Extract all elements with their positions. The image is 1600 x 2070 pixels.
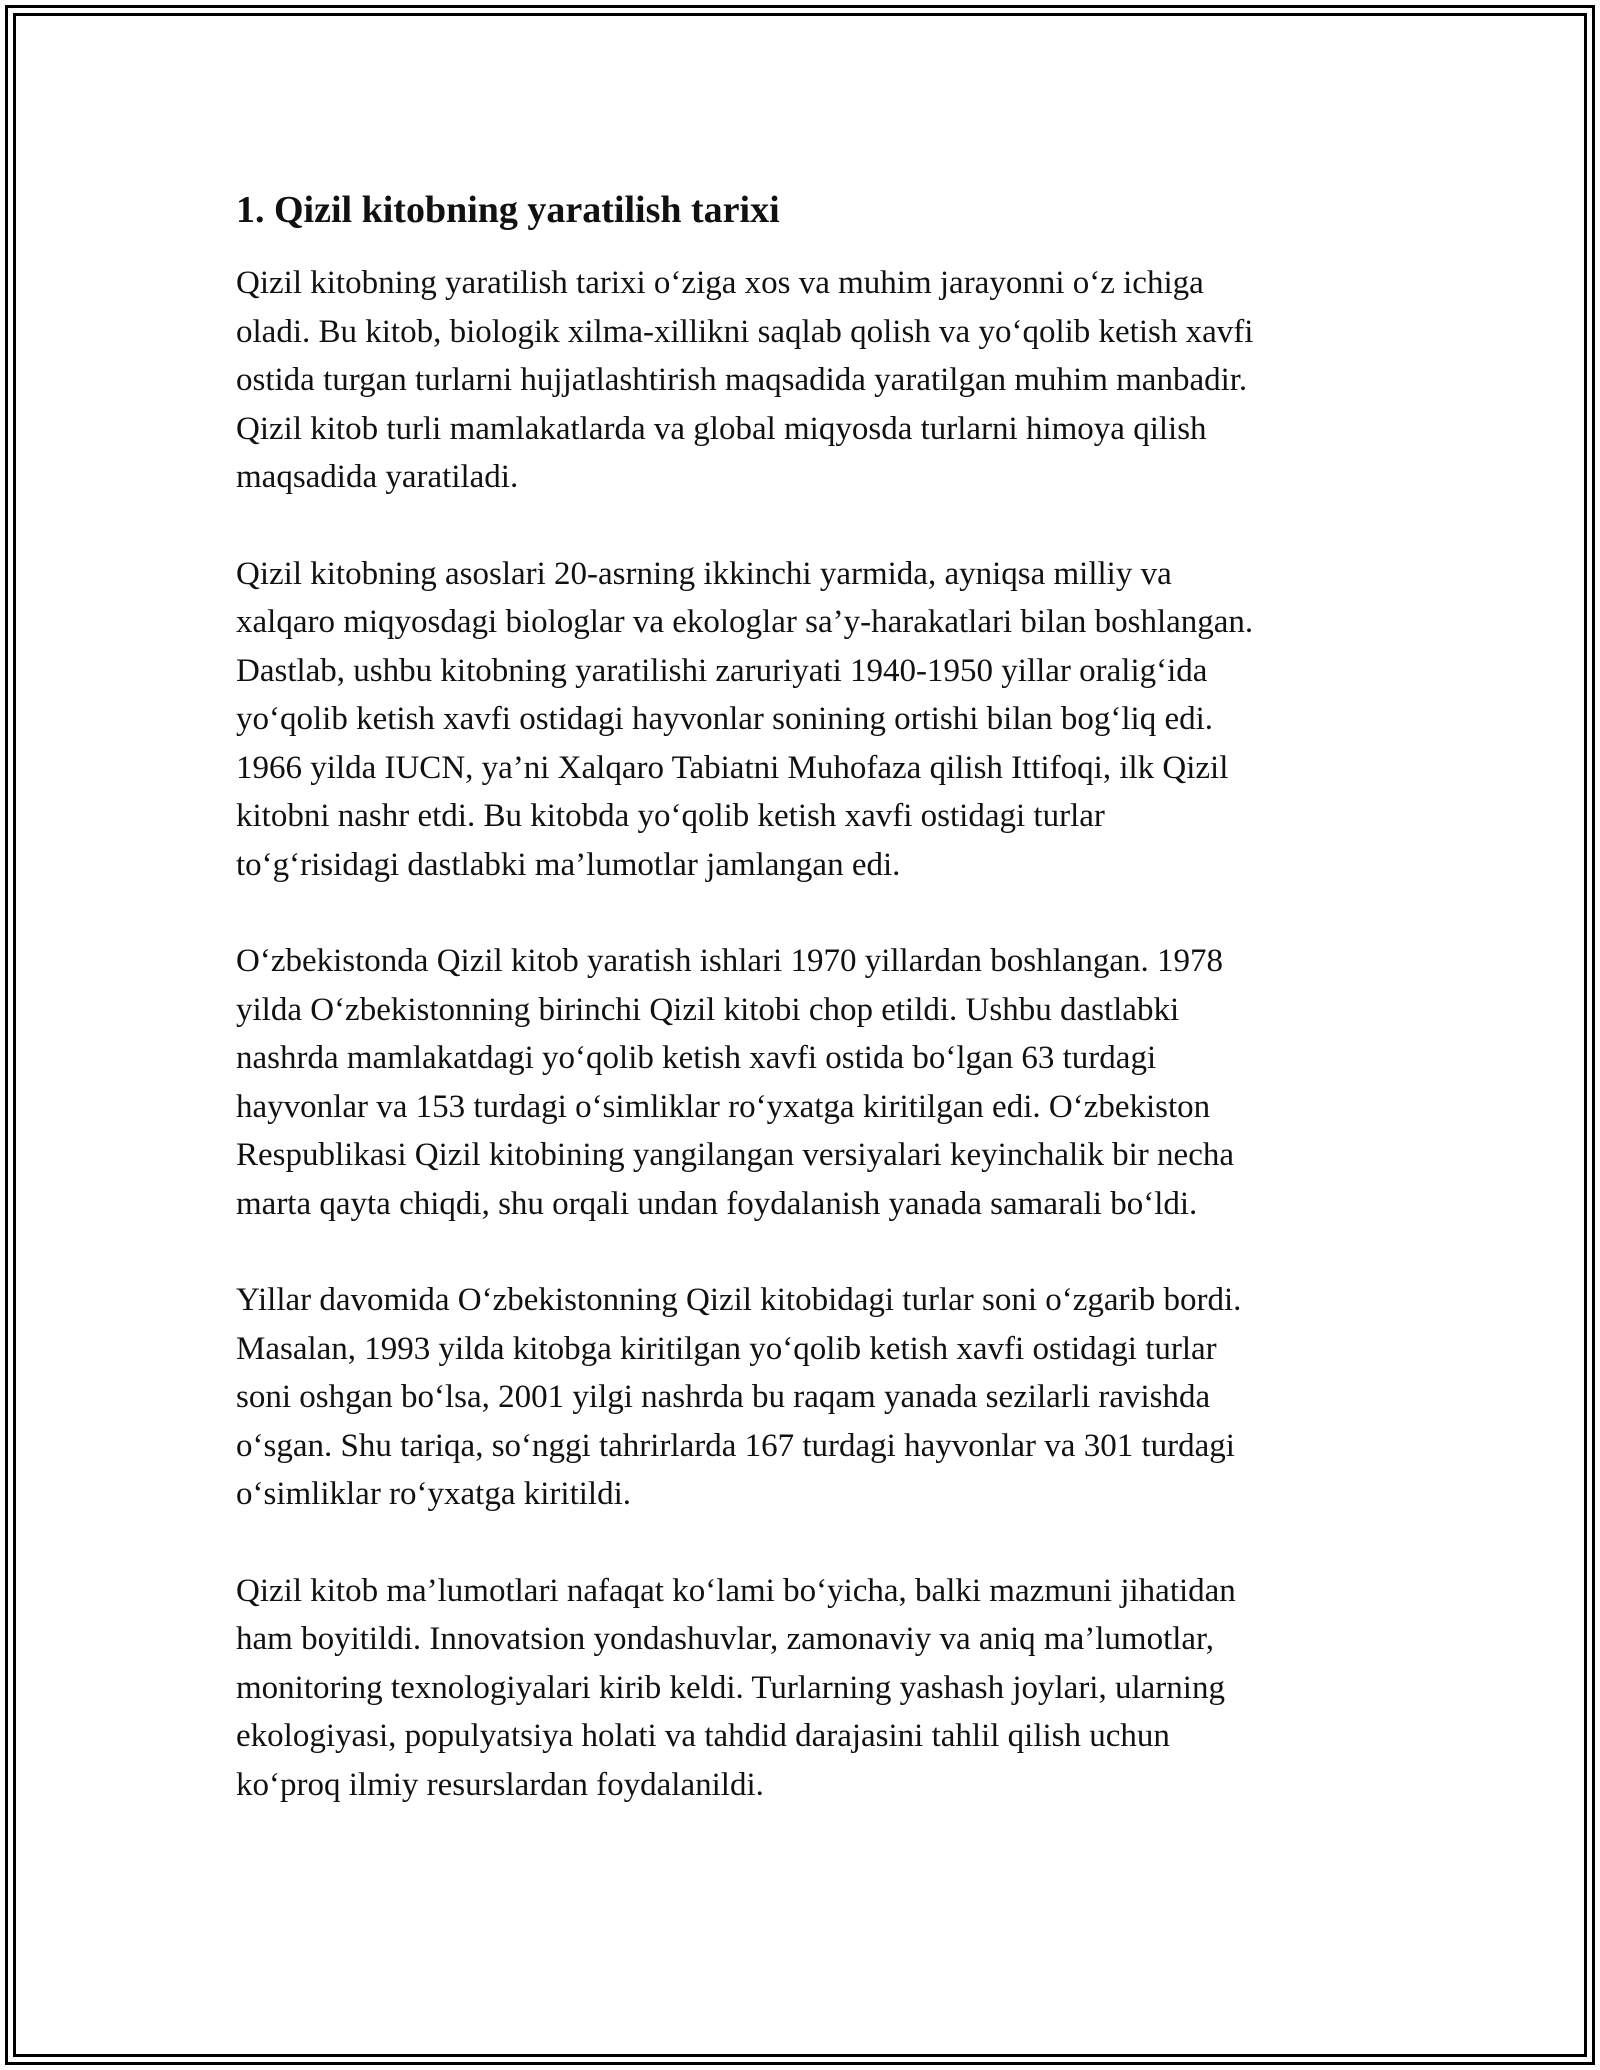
- text-line: o‘sgan. Shu tariqa, so‘nggi tahrirlarda 167 turdagi hayvonlar va 301 turdagi: [236, 1427, 1235, 1464]
- text-line: Qizil kitobning yaratilish tarixi o‘ziga xos va muhim jarayonni o‘z ichiga: [236, 265, 1204, 301]
- text-line: Dastlab, ushbu kitobning yaratilishi zaruriyati 1940-1950 yillar oralig‘ida: [236, 652, 1208, 689]
- text-line: ko‘proq ilmiy resurslardan foydalanildi.: [236, 1766, 764, 1803]
- text-line: ham boyitildi. Innovatsion yondashuvlar, zamonaviy va aniq ma’lumotlar,: [236, 1621, 1214, 1657]
- text-line: ekologiyasi, populyatsiya holati va tahdid darajasini tahlil qilish uchun: [236, 1718, 1170, 1754]
- text-line: ostida turgan turlarni hujjatlashtirish maqsadida yaratilgan muhim manbadir.: [236, 362, 1248, 398]
- text-line: to‘g‘risidagi dastlabki ma’lumotlar jamlangan edi.: [236, 846, 901, 883]
- text-line: Yillar davomida O‘zbekistonning Qizil kitobidagi turlar soni o‘zgarib bordi.: [236, 1282, 1242, 1318]
- paragraph-1: [236, 259, 1386, 502]
- text-line: nashrda mamlakatdagi yo‘qolib ketish xavfi ostida bo‘lgan 63 turdagi: [236, 1040, 1157, 1076]
- paragraph-4: [236, 1276, 1386, 1519]
- paragraph-2: [236, 550, 1386, 890]
- text-line: maqsadida yaratiladi.: [236, 459, 519, 495]
- text-line: hayvonlar va 153 turdagi o‘simliklar ro‘yxatga kiritilgan edi. O‘zbekiston: [236, 1088, 1211, 1125]
- text-line: Masalan, 1993 yilda kitobga kiritilgan yo‘qolib ketish xavfi ostidagi turlar: [236, 1330, 1217, 1367]
- text-line: yilda O‘zbekistonning birinchi Qizil kitobi chop etildi. Ushbu dastlabki: [236, 991, 1180, 1028]
- document-body: [236, 187, 1386, 1857]
- text-line: soni oshgan bo‘lsa, 2001 yilgi nashrda bu raqam yanada sezilarli ravishda: [236, 1379, 1211, 1415]
- text-line: o‘simliklar ro‘yxatga kiritildi.: [236, 1476, 632, 1512]
- text-line: Qizil kitobning asoslari 20-asrning ikkinchi yarmida, ayniqsa milliy va: [236, 555, 1172, 592]
- text-line: Respublikasi Qizil kitobining yangilangan versiyalari keyinchalik bir necha: [236, 1137, 1234, 1173]
- text-line: Qizil kitob turli mamlakatlarda va global miqyosda turlarni himoya qilish: [236, 410, 1207, 447]
- text-line: Qizil kitob ma’lumotlari nafaqat ko‘lami bo‘yicha, balki mazmuni jihatidan: [236, 1572, 1236, 1609]
- text-line: marta qayta chiqdi, shu orqali undan foydalanish yanada samarali bo‘ldi.: [236, 1185, 1198, 1222]
- text-line: yo‘qolib ketish xavfi ostidagi hayvonlar sonining ortishi bilan bog‘liq edi.: [236, 701, 1214, 737]
- text-line: xalqaro miqyosdagi biologlar va ekologlar sa’y-harakatlari bilan boshlangan.: [236, 604, 1254, 640]
- text-line: monitoring texnologiyalari kirib keldi. Turlarning yashash joylari, ularning: [236, 1669, 1225, 1706]
- paragraph-5: [236, 1567, 1386, 1810]
- paragraph-3: [236, 937, 1386, 1228]
- text-line: kitobni nashr etdi. Bu kitobda yo‘qolib ketish xavfi ostidagi turlar: [236, 798, 1105, 834]
- section-heading: 1. Qizil kitobning yaratilish tarixi: [236, 189, 780, 231]
- text-line: oladi. Bu kitob, biologik xilma-xillikni saqlab qolish va yo‘qolib ketish xavfi: [236, 313, 1254, 350]
- text-line: 1966 yilda IUCN, ya’ni Xalqaro Tabiatni Muhofaza qilish Ittifoqi, ilk Qizil: [236, 749, 1229, 786]
- text-line: O‘zbekistonda Qizil kitob yaratish ishlari 1970 yillardan boshlangan. 1978: [236, 943, 1224, 979]
